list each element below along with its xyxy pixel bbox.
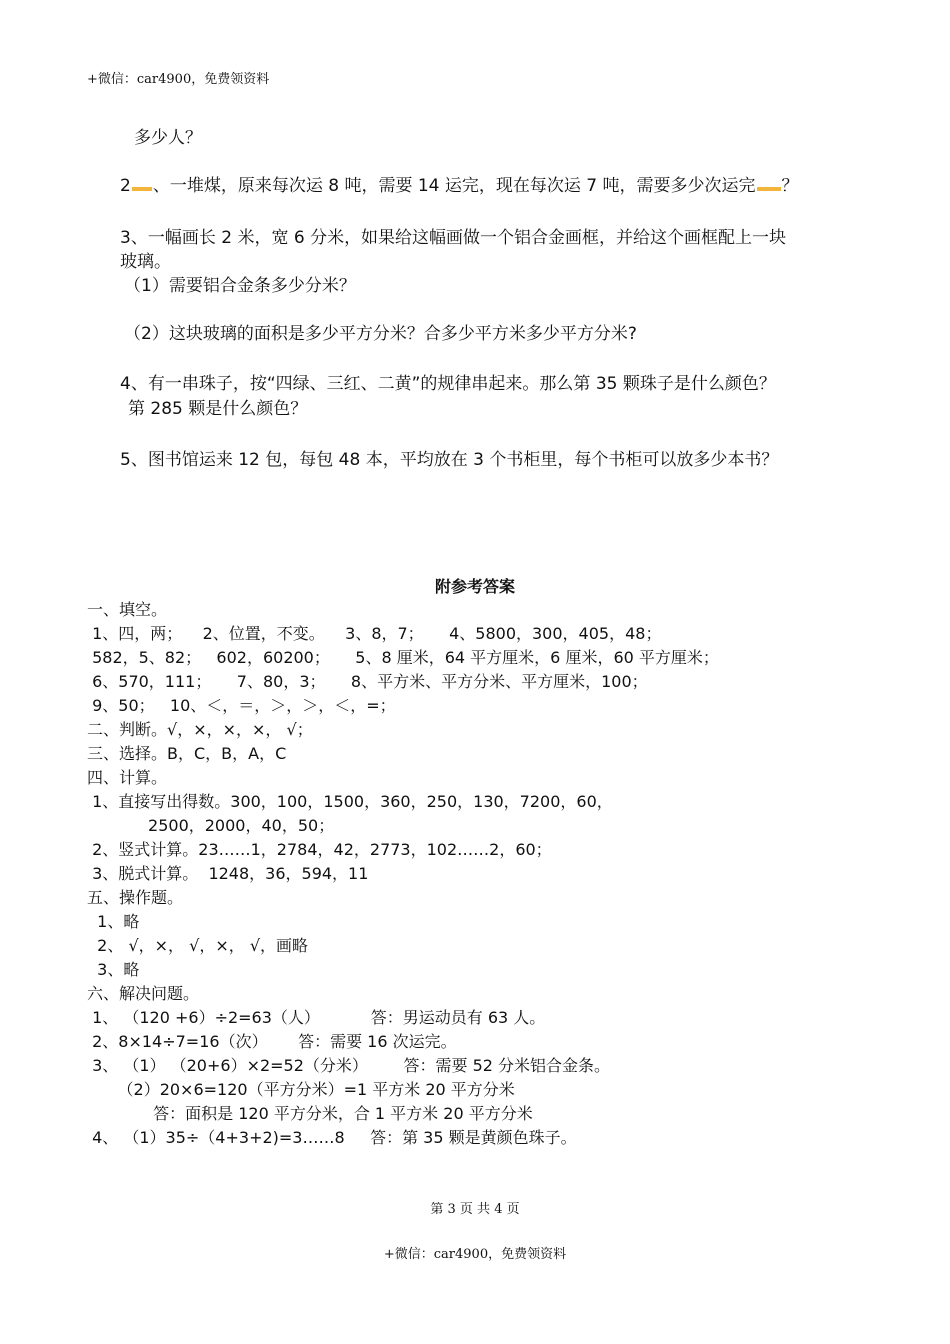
page-number: 第 3 页 共 4 页 xyxy=(430,1202,520,1217)
question-2 xyxy=(120,174,799,198)
answer-line: 一、填空。 xyxy=(87,600,168,619)
answer-line: 6、570，111； 7、80，3； 8、平方米、平方分米、平方厘米，100； xyxy=(87,672,648,691)
answer-line: 9、50； 10、＜，＝，＞，＞，＜，=； xyxy=(87,696,396,715)
answer-line: 2、 √，×， √，×， √，画略 xyxy=(87,936,309,955)
answer-line: 三、选择。B，C，B，A，C xyxy=(87,744,287,763)
question-5: 5、图书馆运来 12 包，每包 48 本，平均放在 3 个书柜里，每个书柜可以放多少本书？ xyxy=(120,450,779,470)
answer-line: 4、 （1）35÷（4+3+2)=3……8 答：第 35 颗是黄颜色珠子。 xyxy=(87,1128,577,1147)
answer-line: 五、操作题。 xyxy=(87,888,184,907)
answer-line: （2）20×6=120（平方分米）=1 平方米 20 平方分米 xyxy=(87,1080,515,1099)
question-2-number: 2 xyxy=(120,176,131,196)
answer-line: 2500，2000，40，50； xyxy=(87,816,335,835)
answer-line: 六、解决问题。 xyxy=(87,984,200,1003)
answer-line: 1、直接写出得数。300，100，1500，360，250，130，7200，60， xyxy=(87,792,613,811)
question-3-line-1: 3、一幅画长 2 米，宽 6 分米，如果给这幅画做一个铝合金画框，并给这个画框配上一块 xyxy=(120,228,787,248)
highlight-mark xyxy=(132,187,152,191)
question-1-tail: 多少人？ xyxy=(134,128,202,148)
answer-line: 答：面积是 120 平方分米，合 1 平方米 20 平方分米 xyxy=(87,1104,533,1123)
answer-line: 2、8×14÷7=16（次） 答：需要 16 次运完。 xyxy=(87,1032,457,1051)
question-2-end: ？ xyxy=(781,176,799,196)
answer-line: 3、略 xyxy=(87,960,140,979)
answer-line: 1、略 xyxy=(87,912,140,931)
answer-line: 3、 （1） （20+6）×2=52（分米） 答：需要 52 分米铝合金条。 xyxy=(87,1056,611,1075)
answer-line: 3、脱式计算。 1248，36，594，11 xyxy=(87,864,369,883)
answers-list xyxy=(87,598,719,1150)
question-2-text: 、一堆煤，原来每次运 8 吨，需要 14 运完，现在每次运 7 吨，需要多少次运完 xyxy=(152,176,756,196)
question-4-line-2: 第 285 颗是什么颜色？ xyxy=(128,399,308,419)
question-3-sub-1: （1）需要铝合金条多少分米？ xyxy=(124,276,356,296)
answer-line: 四、计算。 xyxy=(87,768,168,787)
highlight-mark xyxy=(757,187,781,191)
answer-line: 1、 （120 +6）÷2=63（人） 答：男运动员有 63 人。 xyxy=(87,1008,546,1027)
question-3-line-2: 玻璃。 xyxy=(120,252,171,272)
answer-line: 二、判断。√，×，×，×， √； xyxy=(87,720,313,739)
question-3-sub-2: （2）这块玻璃的面积是多少平方分米？合多少平方米多少平方分米? xyxy=(124,324,637,344)
footer-note: +微信：car4900，免费领资料 xyxy=(383,1247,567,1262)
header-note: +微信：car4900，免费领资料 xyxy=(87,72,270,87)
answer-line: 2、竖式计算。23……1，2784，42，2773，102……2，60； xyxy=(87,840,552,859)
answer-line: 582，5、82； 602，60200； 5、8 厘米，64 平方厘米，6 厘米，60 平方厘米； xyxy=(87,648,719,667)
answers-title: 附参考答案 xyxy=(434,577,515,596)
answer-line: 1、四，两； 2、位置，不变。 3、8，7； 4、5800，300，405，48； xyxy=(87,624,662,643)
question-4-line-1: 4、有一串珠子，按“四绿、三红、二黄”的规律串起来。那么第 35 颗珠子是什么颜色？ xyxy=(120,374,776,394)
